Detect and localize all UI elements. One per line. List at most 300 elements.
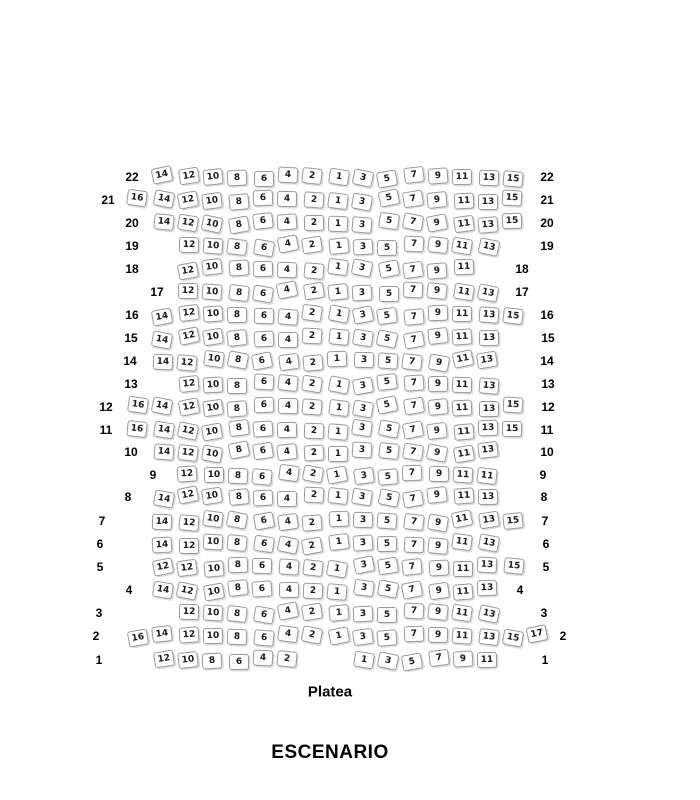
seat-row11-n16[interactable]: 16: [126, 420, 148, 438]
seat-row18-n1[interactable]: 1: [327, 258, 349, 277]
seat-row5-n3[interactable]: 3: [353, 555, 376, 575]
seat-row13-n9[interactable]: 9: [428, 376, 448, 392]
seat-row7-n7[interactable]: 7: [403, 513, 425, 531]
seat-row10-n4[interactable]: 4: [276, 443, 298, 461]
seat-row5-n1[interactable]: 1: [326, 559, 348, 578]
seat-row17-n12[interactable]: 12: [178, 283, 198, 299]
seat-row15-n1[interactable]: 1: [328, 328, 350, 346]
seat-row22-n1[interactable]: 1: [328, 168, 350, 187]
seat-row5-n13[interactable]: 13: [477, 556, 498, 573]
seat-row5-n12[interactable]: 12: [152, 557, 175, 577]
seat-row2-n7[interactable]: 7: [404, 626, 425, 643]
seat-row18-n9[interactable]: 9: [426, 262, 447, 280]
seat-row17-n9[interactable]: 9: [426, 282, 448, 300]
seat-row17-n5[interactable]: 5: [379, 286, 399, 302]
seat-row1-n9[interactable]: 9: [452, 650, 473, 667]
seat-row19-n2[interactable]: 2: [301, 236, 323, 255]
seat-row12-n9[interactable]: 9: [427, 398, 449, 416]
seat-row8-n4[interactable]: 4: [277, 491, 297, 507]
seat-row3-n10[interactable]: 10: [202, 604, 223, 621]
seat-row6-n3[interactable]: 3: [352, 534, 373, 551]
seat-row6-n13[interactable]: 13: [478, 533, 501, 553]
seat-row1-n3[interactable]: 3: [377, 651, 400, 671]
seat-row22-n15[interactable]: 15: [502, 170, 523, 188]
seat-row7-n2[interactable]: 2: [301, 514, 322, 532]
seat-row14-n1[interactable]: 1: [327, 351, 348, 368]
seat-row19-n7[interactable]: 7: [404, 235, 425, 252]
seat-row1-n6[interactable]: 6: [229, 654, 249, 670]
seat-row20-n13[interactable]: 13: [477, 216, 498, 234]
seat-row14-n4[interactable]: 4: [278, 353, 300, 372]
seat-row8-n11[interactable]: 11: [453, 487, 474, 504]
seat-row1-n11[interactable]: 11: [477, 652, 497, 668]
seat-row22-n4[interactable]: 4: [278, 166, 299, 183]
seat-row16-n9[interactable]: 9: [428, 305, 449, 322]
seat-row8-n10[interactable]: 10: [201, 487, 223, 506]
seat-row16-n11[interactable]: 11: [452, 306, 472, 322]
seat-row20-n1[interactable]: 1: [328, 216, 349, 233]
seat-row18-n4[interactable]: 4: [277, 262, 298, 279]
seat-row19-n1[interactable]: 1: [328, 237, 350, 255]
seat-row3-n2[interactable]: 2: [301, 603, 323, 622]
seat-row6-n6[interactable]: 6: [253, 535, 275, 554]
seat-row10-n1[interactable]: 1: [328, 446, 348, 462]
seat-row18-n5[interactable]: 5: [378, 259, 401, 279]
seat-row14-n9[interactable]: 9: [428, 353, 450, 372]
seat-row20-n6[interactable]: 6: [252, 212, 274, 230]
seat-row8-n13[interactable]: 13: [478, 489, 498, 505]
seat-row5-n5[interactable]: 5: [377, 557, 399, 576]
seat-row12-n11[interactable]: 11: [452, 399, 473, 416]
seat-row13-n6[interactable]: 6: [254, 373, 275, 390]
seat-row9-n11[interactable]: 11: [476, 467, 498, 485]
seat-row15-n3[interactable]: 3: [352, 329, 374, 348]
seat-row10-n9[interactable]: 9: [426, 443, 449, 463]
seat-row7-n1[interactable]: 1: [329, 511, 350, 528]
seat-row21-n15[interactable]: 15: [502, 189, 523, 206]
seat-row6-n5[interactable]: 5: [377, 536, 397, 552]
seat-row20-n14[interactable]: 14: [153, 213, 175, 231]
seat-row5-n15[interactable]: 15: [503, 557, 525, 575]
seat-row14-n8[interactable]: 8: [227, 350, 250, 370]
seat-row21-n8[interactable]: 8: [228, 193, 249, 211]
seat-row12-n6[interactable]: 6: [254, 397, 275, 414]
seat-row22-n10[interactable]: 10: [202, 168, 224, 186]
seat-row2-n17[interactable]: 17: [526, 624, 549, 644]
seat-row18-n12[interactable]: 12: [177, 261, 199, 280]
seat-row14-n12[interactable]: 12: [176, 354, 197, 372]
seat-row17-n10[interactable]: 10: [201, 283, 222, 300]
seat-row7-n4[interactable]: 4: [277, 513, 299, 532]
seat-row10-n12[interactable]: 12: [177, 444, 199, 462]
seat-row6-n8[interactable]: 8: [226, 534, 248, 552]
seat-row9-n6[interactable]: 6: [251, 468, 272, 486]
seat-row7-n14[interactable]: 14: [152, 514, 173, 531]
seat-row13-n8[interactable]: 8: [227, 378, 247, 394]
seat-row6-n9[interactable]: 9: [427, 537, 448, 555]
seat-row8-n7[interactable]: 7: [402, 489, 424, 508]
seat-row21-n9[interactable]: 9: [426, 191, 448, 209]
seat-row2-n8[interactable]: 8: [227, 629, 248, 646]
seat-row22-n6[interactable]: 6: [254, 171, 274, 187]
seat-row19-n5[interactable]: 5: [377, 240, 397, 256]
seat-row2-n11[interactable]: 11: [451, 627, 472, 644]
seat-row16-n14[interactable]: 14: [151, 307, 173, 326]
seat-row17-n2[interactable]: 2: [303, 282, 325, 301]
seat-row2-n5[interactable]: 5: [376, 629, 397, 647]
seat-row13-n5[interactable]: 5: [376, 373, 398, 391]
seat-row14-n2[interactable]: 2: [302, 354, 323, 372]
seat-row22-n8[interactable]: 8: [227, 169, 248, 186]
seat-row11-n14[interactable]: 14: [153, 421, 175, 440]
seat-row13-n12[interactable]: 12: [178, 375, 200, 393]
seat-row15-n9[interactable]: 9: [427, 327, 449, 345]
seat-row7-n11[interactable]: 11: [451, 509, 474, 529]
seat-row15-n4[interactable]: 4: [278, 332, 298, 348]
seat-row3-n5[interactable]: 5: [377, 607, 397, 623]
seat-row4-n5[interactable]: 5: [377, 579, 400, 599]
seat-row9-n12[interactable]: 12: [176, 465, 197, 482]
seat-row19-n3[interactable]: 3: [353, 238, 374, 255]
seat-row20-n7[interactable]: 7: [402, 212, 425, 232]
seat-row2-n6[interactable]: 6: [253, 629, 274, 647]
seat-row19-n10[interactable]: 10: [202, 237, 223, 254]
seat-row11-n12[interactable]: 12: [177, 421, 200, 441]
seat-row1-n5[interactable]: 5: [401, 652, 423, 671]
seat-row16-n2[interactable]: 2: [301, 304, 323, 323]
seat-row7-n15[interactable]: 15: [502, 512, 524, 530]
seat-row7-n10[interactable]: 10: [202, 510, 224, 529]
seat-row19-n13[interactable]: 13: [478, 237, 501, 257]
seat-row6-n1[interactable]: 1: [328, 533, 350, 551]
seat-row10-n8[interactable]: 8: [228, 440, 251, 460]
seat-row20-n10[interactable]: 10: [201, 214, 224, 234]
seat-row7-n13[interactable]: 13: [478, 511, 500, 530]
seat-row9-n3[interactable]: 3: [353, 467, 375, 486]
seat-row2-n4[interactable]: 4: [277, 625, 299, 644]
seat-row10-n14[interactable]: 14: [153, 443, 174, 460]
seat-row2-n2[interactable]: 2: [301, 625, 324, 645]
seat-row13-n13[interactable]: 13: [478, 377, 499, 395]
seat-row5-n4[interactable]: 4: [278, 558, 299, 575]
seat-row9-n8[interactable]: 8: [228, 468, 249, 485]
seat-row21-n2[interactable]: 2: [303, 191, 324, 208]
seat-row12-n15[interactable]: 15: [503, 396, 524, 413]
seat-row20-n11[interactable]: 11: [453, 215, 475, 234]
seat-row16-n4[interactable]: 4: [277, 308, 298, 326]
seat-row4-n6[interactable]: 6: [251, 580, 272, 597]
seat-row3-n11[interactable]: 11: [451, 604, 473, 623]
seat-row18-n3[interactable]: 3: [351, 258, 374, 278]
seat-row20-n4[interactable]: 4: [276, 213, 297, 230]
seat-row6-n11[interactable]: 11: [451, 533, 473, 552]
seat-row22-n13[interactable]: 13: [479, 170, 500, 187]
seat-row13-n4[interactable]: 4: [277, 374, 299, 392]
seat-row17-n4[interactable]: 4: [276, 280, 299, 300]
seat-row17-n6[interactable]: 6: [252, 284, 274, 303]
seat-row21-n16[interactable]: 16: [126, 189, 148, 208]
seat-row15-n10[interactable]: 10: [202, 328, 224, 347]
seat-row19-n12[interactable]: 12: [179, 237, 199, 253]
seat-row11-n4[interactable]: 4: [277, 422, 297, 438]
seat-row22-n11[interactable]: 11: [452, 169, 472, 185]
seat-row8-n5[interactable]: 5: [378, 488, 401, 508]
seat-row12-n3[interactable]: 3: [352, 399, 374, 418]
seat-row15-n6[interactable]: 6: [254, 330, 275, 347]
seat-row15-n12[interactable]: 12: [178, 326, 201, 346]
seat-row12-n2[interactable]: 2: [301, 398, 322, 415]
seat-row4-n8[interactable]: 8: [227, 579, 249, 597]
seat-row22-n14[interactable]: 14: [151, 165, 174, 185]
seat-row8-n12[interactable]: 12: [177, 485, 200, 505]
seat-row1-n7[interactable]: 7: [428, 649, 450, 667]
seat-row15-n2[interactable]: 2: [302, 327, 323, 344]
seat-row13-n10[interactable]: 10: [203, 376, 224, 393]
seat-row20-n12[interactable]: 12: [177, 214, 199, 233]
seat-row11-n10[interactable]: 10: [201, 422, 223, 441]
seat-row4-n14[interactable]: 14: [152, 581, 174, 600]
seat-row16-n10[interactable]: 10: [202, 305, 223, 322]
seat-row2-n3[interactable]: 3: [352, 628, 374, 647]
seat-row22-n12[interactable]: 12: [178, 167, 200, 186]
seat-row14-n5[interactable]: 5: [377, 352, 398, 369]
seat-row2-n13[interactable]: 13: [478, 628, 500, 646]
seat-row5-n2[interactable]: 2: [302, 559, 324, 577]
seat-row4-n4[interactable]: 4: [279, 582, 299, 598]
seat-row21-n6[interactable]: 6: [253, 190, 274, 207]
seat-row10-n10[interactable]: 10: [201, 444, 223, 463]
seat-row6-n14[interactable]: 14: [152, 536, 173, 553]
seat-row16-n12[interactable]: 12: [178, 304, 200, 322]
seat-row12-n12[interactable]: 12: [178, 397, 201, 417]
seat-row1-n10[interactable]: 10: [177, 651, 199, 669]
seat-row8-n3[interactable]: 3: [351, 488, 373, 507]
seat-row6-n4[interactable]: 4: [277, 535, 300, 555]
seat-row15-n8[interactable]: 8: [226, 329, 248, 347]
seat-row17-n7[interactable]: 7: [403, 281, 424, 298]
seat-row14-n13[interactable]: 13: [476, 351, 498, 370]
seat-row21-n11[interactable]: 11: [454, 192, 475, 209]
seat-row4-n12[interactable]: 12: [176, 581, 199, 601]
seat-row2-n12[interactable]: 12: [178, 626, 199, 643]
seat-row11-n1[interactable]: 1: [327, 423, 348, 441]
seat-row11-n11[interactable]: 11: [453, 423, 474, 441]
seat-row2-n10[interactable]: 10: [203, 628, 223, 644]
seat-row21-n4[interactable]: 4: [277, 191, 297, 207]
seat-row13-n7[interactable]: 7: [403, 374, 424, 391]
seat-row13-n11[interactable]: 11: [452, 377, 473, 394]
seat-row4-n11[interactable]: 11: [452, 583, 473, 601]
seat-row4-n7[interactable]: 7: [401, 580, 424, 600]
seat-row16-n6[interactable]: 6: [254, 308, 275, 325]
seat-row9-n7[interactable]: 7: [402, 465, 423, 482]
seat-row7-n12[interactable]: 12: [178, 514, 199, 532]
seat-row12-n1[interactable]: 1: [328, 399, 350, 417]
seat-row21-n10[interactable]: 10: [201, 192, 223, 211]
seat-row11-n5[interactable]: 5: [378, 419, 401, 439]
seat-row1-n2[interactable]: 2: [276, 650, 298, 668]
seat-row16-n3[interactable]: 3: [352, 305, 375, 325]
seat-row19-n11[interactable]: 11: [451, 237, 473, 256]
seat-row4-n1[interactable]: 1: [326, 583, 347, 601]
seat-row21-n1[interactable]: 1: [327, 192, 349, 210]
seat-row11-n8[interactable]: 8: [228, 419, 250, 437]
seat-row10-n11[interactable]: 11: [453, 444, 475, 463]
seat-row7-n9[interactable]: 9: [427, 513, 449, 532]
seat-row20-n3[interactable]: 3: [351, 216, 372, 234]
seat-row11-n3[interactable]: 3: [351, 419, 373, 438]
seat-row1-n4[interactable]: 4: [253, 649, 274, 666]
seat-row13-n2[interactable]: 2: [301, 375, 323, 394]
seat-row19-n8[interactable]: 8: [226, 238, 248, 256]
seat-row14-n6[interactable]: 6: [251, 351, 274, 371]
seat-row18-n7[interactable]: 7: [402, 261, 424, 280]
seat-row10-n6[interactable]: 6: [252, 442, 274, 461]
seat-row4-n2[interactable]: 2: [303, 583, 324, 600]
seat-row14-n10[interactable]: 10: [203, 350, 225, 369]
seat-row22-n9[interactable]: 9: [427, 167, 448, 184]
seat-row9-n10[interactable]: 10: [204, 467, 224, 483]
seat-row21-n13[interactable]: 13: [478, 194, 498, 210]
seat-row18-n11[interactable]: 11: [454, 259, 475, 276]
seat-row19-n4[interactable]: 4: [277, 234, 300, 254]
seat-row12-n8[interactable]: 8: [226, 400, 247, 418]
seat-row4-n13[interactable]: 13: [477, 580, 498, 597]
seat-row16-n7[interactable]: 7: [403, 308, 424, 326]
seat-row14-n3[interactable]: 3: [354, 352, 374, 368]
seat-row20-n9[interactable]: 9: [426, 213, 449, 233]
seat-row19-n9[interactable]: 9: [427, 236, 449, 254]
seat-row15-n11[interactable]: 11: [451, 328, 472, 345]
seat-row5-n8[interactable]: 8: [228, 557, 249, 574]
seat-row12-n16[interactable]: 16: [127, 396, 149, 415]
seat-row9-n5[interactable]: 5: [377, 468, 398, 486]
seat-row5-n12[interactable]: 12: [176, 559, 198, 578]
seat-row7-n5[interactable]: 5: [376, 512, 397, 529]
seat-row12-n7[interactable]: 7: [403, 397, 425, 416]
seat-row22-n5[interactable]: 5: [376, 169, 398, 188]
seat-row8-n6[interactable]: 6: [253, 489, 274, 506]
seat-row3-n12[interactable]: 12: [179, 604, 199, 620]
seat-row10-n13[interactable]: 13: [477, 441, 499, 459]
seat-row10-n5[interactable]: 5: [378, 442, 400, 460]
seat-row13-n1[interactable]: 1: [328, 375, 351, 395]
seat-row5-n11[interactable]: 11: [453, 561, 473, 577]
seat-row20-n15[interactable]: 15: [502, 213, 523, 230]
seat-row16-n8[interactable]: 8: [227, 307, 247, 323]
seat-row17-n8[interactable]: 8: [228, 284, 250, 302]
seat-row21-n14[interactable]: 14: [153, 189, 176, 209]
seat-row3-n9[interactable]: 9: [427, 603, 449, 621]
seat-row16-n15[interactable]: 15: [502, 307, 524, 325]
seat-row8-n1[interactable]: 1: [327, 487, 349, 505]
seat-row4-n3[interactable]: 3: [353, 579, 375, 598]
seat-row15-n13[interactable]: 13: [479, 330, 499, 346]
seat-row3-n8[interactable]: 8: [226, 605, 248, 623]
seat-row8-n9[interactable]: 9: [426, 486, 448, 504]
seat-row17-n13[interactable]: 13: [477, 283, 500, 303]
seat-row10-n2[interactable]: 2: [304, 444, 325, 461]
seat-row3-n1[interactable]: 1: [328, 604, 350, 622]
seat-row5-n9[interactable]: 9: [429, 559, 450, 576]
seat-row10-n3[interactable]: 3: [352, 441, 373, 458]
seat-row17-n3[interactable]: 3: [352, 284, 373, 301]
seat-row19-n6[interactable]: 6: [253, 238, 275, 257]
seat-row9-n9[interactable]: 9: [429, 466, 449, 482]
seat-row1-n1[interactable]: 1: [353, 651, 375, 670]
seat-row8-n14[interactable]: 14: [153, 489, 175, 508]
seat-row14-n7[interactable]: 7: [401, 353, 423, 371]
seat-row11-n2[interactable]: 2: [304, 423, 325, 440]
seat-row11-n9[interactable]: 9: [426, 422, 448, 441]
seat-row2-n1[interactable]: 1: [328, 626, 351, 646]
seat-row7-n8[interactable]: 8: [226, 510, 249, 530]
seat-row9-n4[interactable]: 4: [278, 464, 300, 483]
seat-row20-n5[interactable]: 5: [378, 212, 400, 231]
seat-row22-n2[interactable]: 2: [301, 167, 323, 185]
seat-row2-n14[interactable]: 14: [151, 625, 173, 643]
seat-row5-n7[interactable]: 7: [401, 558, 423, 576]
seat-row17-n11[interactable]: 11: [453, 283, 475, 302]
seat-row16-n1[interactable]: 1: [328, 304, 351, 324]
seat-row10-n7[interactable]: 7: [402, 443, 424, 462]
seat-row3-n3[interactable]: 3: [353, 605, 374, 622]
seat-row2-n16[interactable]: 16: [127, 628, 149, 647]
seat-row8-n8[interactable]: 8: [228, 488, 250, 506]
seat-row17-n1[interactable]: 1: [327, 283, 349, 301]
seat-row1-n12[interactable]: 12: [153, 650, 175, 669]
seat-row3-n4[interactable]: 4: [277, 601, 300, 621]
seat-row14-n11[interactable]: 11: [452, 349, 475, 369]
seat-row11-n6[interactable]: 6: [252, 420, 273, 437]
seat-row9-n2[interactable]: 2: [302, 464, 325, 484]
seat-row12-n5[interactable]: 5: [376, 395, 399, 415]
seat-row15-n14[interactable]: 14: [151, 330, 173, 349]
seat-row16-n5[interactable]: 5: [376, 307, 398, 326]
seat-row22-n7[interactable]: 7: [403, 166, 425, 184]
seat-row21-n3[interactable]: 3: [351, 192, 373, 211]
seat-row3-n6[interactable]: 6: [253, 605, 275, 624]
seat-row1-n8[interactable]: 8: [202, 652, 223, 669]
seat-row6-n10[interactable]: 10: [203, 533, 224, 550]
seat-row11-n13[interactable]: 13: [478, 420, 499, 437]
seat-row15-n5[interactable]: 5: [376, 329, 399, 349]
seat-row5-n10[interactable]: 10: [203, 560, 224, 578]
seat-row4-n9[interactable]: 9: [428, 582, 450, 601]
seat-row21-n7[interactable]: 7: [402, 190, 424, 209]
seat-row22-n3[interactable]: 3: [352, 168, 375, 188]
seat-row12-n10[interactable]: 10: [202, 399, 224, 418]
seat-row12-n14[interactable]: 14: [151, 396, 174, 416]
seat-row18-n8[interactable]: 8: [228, 259, 249, 276]
seat-row16-n13[interactable]: 13: [478, 306, 499, 323]
seat-row15-n7[interactable]: 7: [403, 330, 425, 349]
seat-row18-n10[interactable]: 10: [201, 258, 223, 276]
seat-row7-n6[interactable]: 6: [253, 511, 276, 531]
seat-row3-n13[interactable]: 13: [478, 604, 501, 624]
seat-row9-n11[interactable]: 11: [452, 466, 473, 483]
seat-row8-n2[interactable]: 2: [304, 486, 325, 503]
seat-row6-n7[interactable]: 7: [404, 537, 425, 554]
seat-row18-n6[interactable]: 6: [253, 261, 273, 277]
seat-row7-n3[interactable]: 3: [353, 512, 373, 528]
seat-row4-n10[interactable]: 10: [203, 582, 225, 601]
seat-row5-n6[interactable]: 6: [252, 558, 272, 574]
seat-row11-n7[interactable]: 7: [402, 420, 425, 440]
seat-row21-n5[interactable]: 5: [378, 188, 401, 208]
seat-row12-n13[interactable]: 13: [479, 401, 499, 417]
seat-row21-n12[interactable]: 12: [177, 190, 200, 210]
